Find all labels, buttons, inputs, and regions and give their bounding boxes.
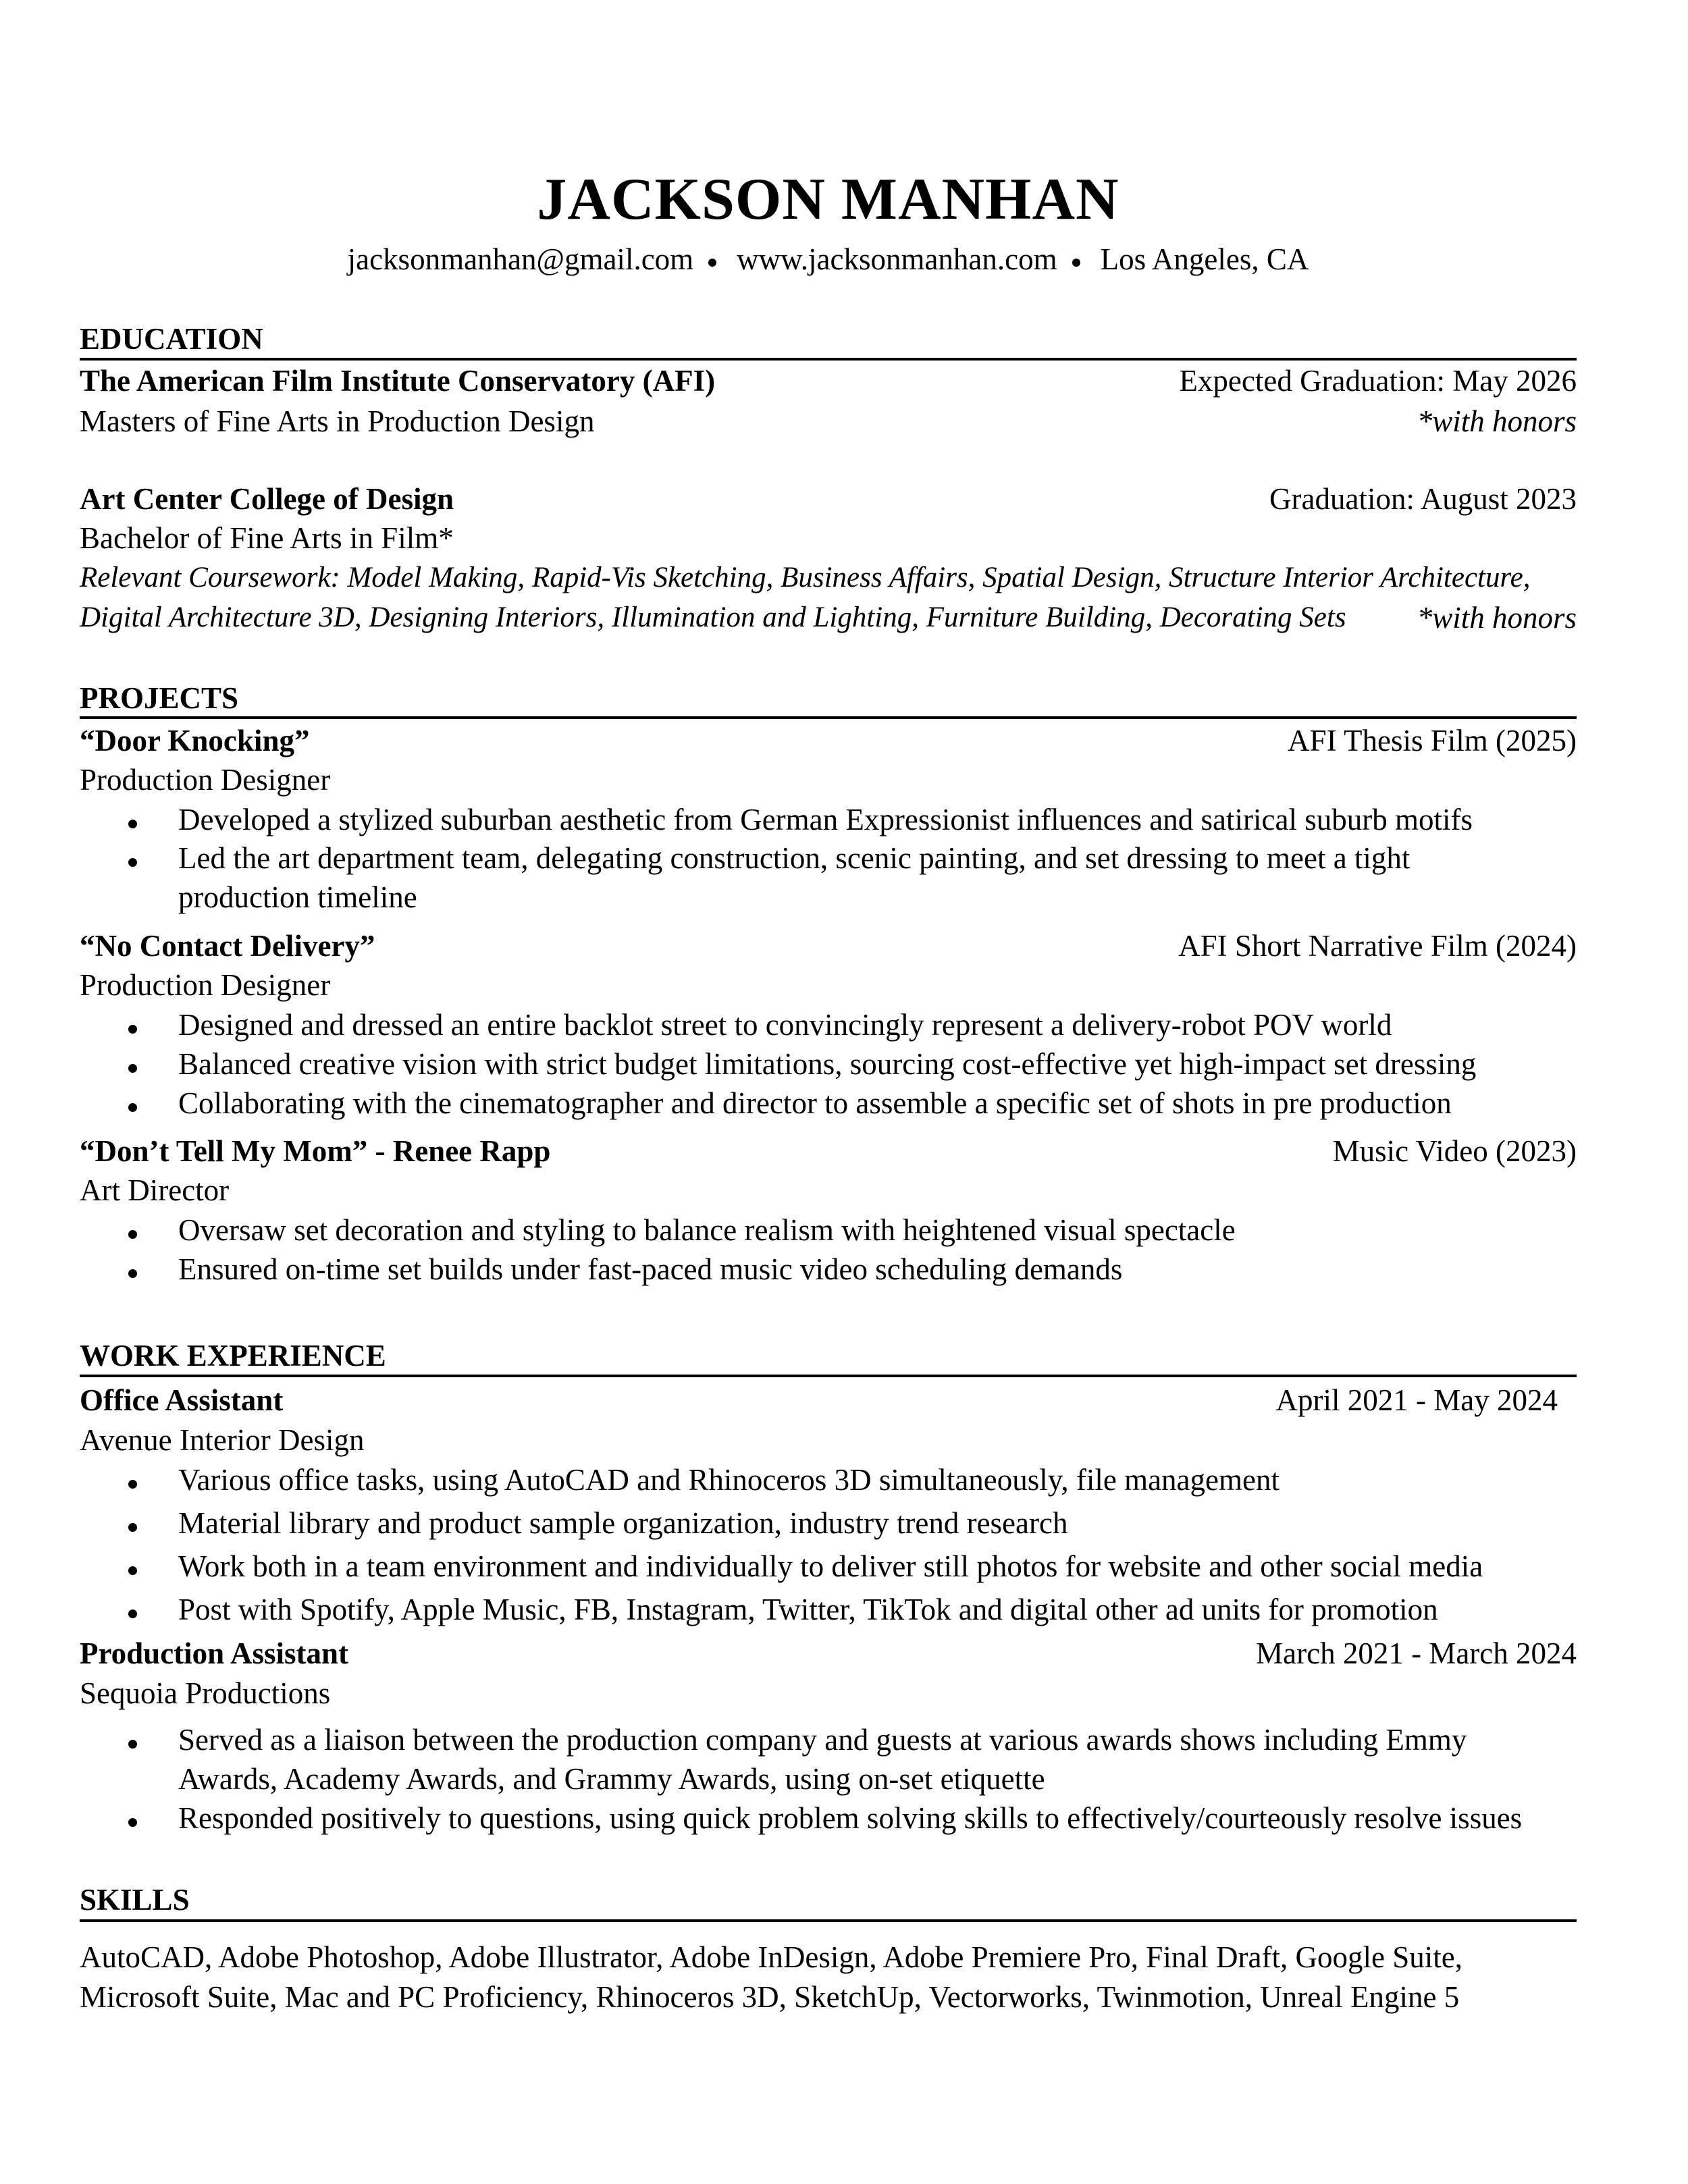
coursework: Digital Architecture 3D, Designing Interiors, Illumination and Lighting, Furniture Building, Decorating Sets xyxy=(80,602,1346,633)
list-item: Work both in a team environment and individually to deliver still photos for website and other social media xyxy=(178,1549,1483,1583)
degree: Bachelor of Fine Arts in Film* xyxy=(80,521,454,555)
job-dates: March 2021 - March 2024 xyxy=(1256,1636,1577,1670)
list-item: Designed and dressed an entire backlot street to convincingly represent a delivery-robot POV world xyxy=(178,1008,1392,1042)
project-role: Production Designer xyxy=(80,763,331,797)
list-item: Served as a liaison between the production company and guests at various awards shows including Emmy xyxy=(178,1723,1467,1757)
bullet-icon xyxy=(128,1103,137,1112)
coursework: Relevant Coursework: Model Making, Rapid-Vis Sketching, Business Affairs, Spatial Design, Structure Interior Architecture, xyxy=(80,562,1531,593)
bullet-icon xyxy=(128,1818,137,1827)
list-item: Responded positively to questions, using quick problem solving skills to effectively/courteously resolve issues xyxy=(178,1801,1523,1835)
graduation-date: Graduation: August 2023 xyxy=(1269,482,1577,516)
contact-line xyxy=(80,244,1577,275)
location: Los Angeles, CA xyxy=(1100,242,1309,276)
section-divider xyxy=(80,1375,1577,1377)
email: jacksonmanhan@gmail.com xyxy=(347,242,694,276)
candidate-name: JACKSON MANHAN xyxy=(537,167,1119,232)
section-divider xyxy=(80,358,1577,361)
website: www.jacksonmanhan.com xyxy=(737,242,1057,276)
school-name: The American Film Institute Conservatory (AFI) xyxy=(80,364,716,398)
company-name: Sequoia Productions xyxy=(80,1676,331,1710)
bullet-icon xyxy=(128,1269,137,1278)
bullet-icon xyxy=(128,1025,137,1034)
list-item-continuation: production timeline xyxy=(178,880,417,914)
project-title: “No Contact Delivery” xyxy=(80,929,375,963)
list-item: Developed a stylized suburban aesthetic from German Expressionist influences and satirical suburb motifs xyxy=(178,803,1473,836)
bullet-icon xyxy=(128,1566,137,1575)
honors-note: *with honors xyxy=(1417,404,1577,438)
section-heading-work-experience: WORK EXPERIENCE xyxy=(80,1339,386,1373)
bullet-icon xyxy=(128,858,137,867)
project-context: AFI Thesis Film (2025) xyxy=(1288,724,1577,757)
project-title: “Don’t Tell My Mom” - Renee Rapp xyxy=(80,1134,551,1168)
degree: Masters of Fine Arts in Production Design xyxy=(80,404,595,438)
section-divider xyxy=(80,1919,1577,1922)
project-context: Music Video (2023) xyxy=(1332,1134,1577,1168)
bullet-icon xyxy=(128,1230,137,1239)
section-heading-education: EDUCATION xyxy=(80,322,263,356)
project-context: AFI Short Narrative Film (2024) xyxy=(1178,929,1577,963)
list-item: Oversaw set decoration and styling to balance realism with heightened visual spectacle xyxy=(178,1213,1236,1247)
section-divider xyxy=(80,716,1577,719)
separator-dot-icon xyxy=(1072,259,1080,267)
company-name: Avenue Interior Design xyxy=(80,1423,365,1457)
list-item: Collaborating with the cinematographer and director to assemble a specific set of shots in pre production xyxy=(178,1086,1452,1120)
list-item: Various office tasks, using AutoCAD and Rhinoceros 3D simultaneously, file management xyxy=(178,1463,1280,1497)
bullet-icon xyxy=(128,1523,137,1532)
job-title: Production Assistant xyxy=(80,1636,348,1670)
skills-list: AutoCAD, Adobe Photoshop, Adobe Illustrator, Adobe InDesign, Adobe Premiere Pro, Final Draft, Google Suite, xyxy=(80,1940,1462,1974)
section-heading-projects: PROJECTS xyxy=(80,681,239,715)
job-title: Office Assistant xyxy=(80,1383,284,1417)
skills-list: Microsoft Suite, Mac and PC Proficiency, Rhinoceros 3D, SketchUp, Vectorworks, Twinmotion, Unreal Engine 5 xyxy=(80,1980,1460,2014)
list-item: Balanced creative vision with strict budget limitations, sourcing cost-effective yet high-impact set dressing xyxy=(178,1047,1477,1081)
section-heading-skills: SKILLS xyxy=(80,1883,190,1917)
project-role: Art Director xyxy=(80,1173,230,1207)
graduation-date: Expected Graduation: May 2026 xyxy=(1179,364,1577,398)
list-item: Post with Spotify, Apple Music, FB, Instagram, Twitter, TikTok and digital other ad units for promotion xyxy=(178,1593,1438,1626)
separator-dot-icon xyxy=(708,259,716,267)
list-item: Ensured on-time set builds under fast-paced music video scheduling demands xyxy=(178,1252,1123,1286)
list-item: Material library and product sample organization, industry trend research xyxy=(178,1506,1068,1540)
bullet-icon xyxy=(128,1064,137,1073)
project-title: “Door Knocking” xyxy=(80,724,310,757)
honors-note: *with honors xyxy=(1417,601,1577,635)
school-name: Art Center College of Design xyxy=(80,482,454,516)
bullet-icon xyxy=(128,1480,137,1489)
list-item-continuation: Awards, Academy Awards, and Grammy Awards, using on-set etiquette xyxy=(178,1762,1045,1796)
bullet-icon xyxy=(128,1740,137,1749)
bullet-icon xyxy=(128,820,137,828)
job-dates: April 2021 - May 2024 xyxy=(1275,1383,1558,1417)
bullet-icon xyxy=(128,1609,137,1618)
project-role: Production Designer xyxy=(80,968,331,1002)
list-item: Led the art department team, delegating construction, scenic painting, and set dressing to meet a tight xyxy=(178,841,1410,875)
